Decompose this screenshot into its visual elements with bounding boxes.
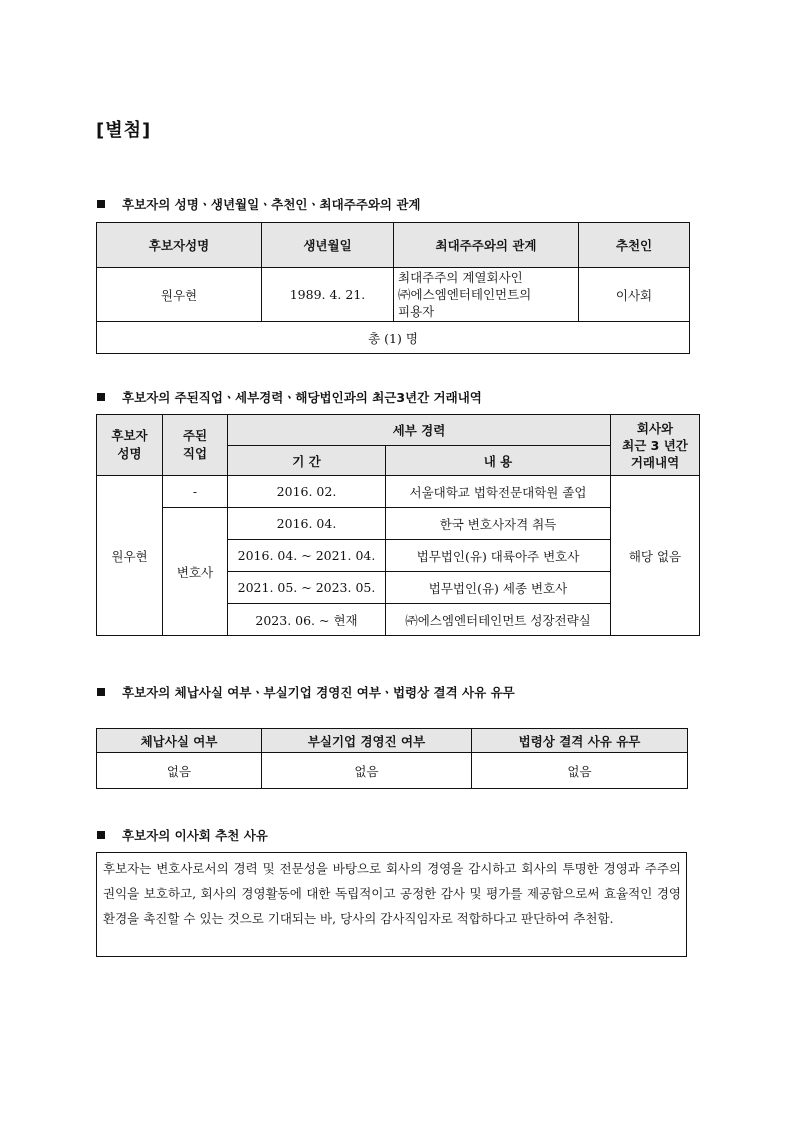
- header-transactions: 회사와 최근 3 년간 거래내역: [611, 415, 700, 476]
- career-content: 서울대학교 법학전문대학원 졸업: [386, 476, 611, 508]
- header-career: 세부 경력: [228, 415, 611, 446]
- relation-line: 피용자: [398, 304, 435, 319]
- cell-insolvent-executive: 없음: [262, 753, 472, 789]
- career-period: 2023. 06. ~ 현재: [228, 604, 386, 636]
- career-table: [96, 414, 700, 636]
- section2-heading-text: 후보자의 주된직업ㆍ세부경력ㆍ해당법인과의 최근3년간 거래내역: [122, 390, 482, 405]
- cell-candidate-name: 원우현: [97, 476, 163, 636]
- candidate-info-table: [96, 222, 690, 354]
- col-header-recommender: 추천인: [579, 223, 690, 268]
- col-header-birth: 생년월일: [262, 223, 394, 268]
- section1-heading-text: 후보자의 성명ㆍ생년월일ㆍ추천인ㆍ최대주주와의 관계: [122, 197, 421, 212]
- header-tax-arrears: 체납사실 여부: [97, 729, 262, 753]
- cell-main-job: 변호사: [163, 508, 228, 636]
- cell-legal-disqualification: 없음: [472, 753, 688, 789]
- career-period: 2016. 04.: [228, 508, 386, 540]
- header-insolvent-executive: 부실기업 경영진 여부: [262, 729, 472, 753]
- bullet-square-icon: [97, 200, 105, 208]
- career-period: 2016. 04. ~ 2021. 04.: [228, 540, 386, 572]
- cell-name: 원우현: [97, 268, 262, 322]
- career-period: 2021. 05. ~ 2023. 05.: [228, 572, 386, 604]
- header-candidate-name: 후보자 성명: [97, 415, 163, 476]
- career-period: 2016. 02.: [228, 476, 386, 508]
- total-count: 총 (1) 명: [97, 322, 690, 354]
- cell-relation: [394, 268, 579, 322]
- header-period: 기 간: [228, 446, 386, 476]
- section4-heading: [97, 826, 268, 844]
- cell-recommender: 이사회: [579, 268, 690, 322]
- col-header-name: 후보자성명: [97, 223, 262, 268]
- relation-line: 최대주주의 계열회사인: [398, 270, 523, 285]
- career-content: 한국 변호사자격 취득: [386, 508, 611, 540]
- recommendation-reason: 후보자는 변호사로서의 경력 및 전문성을 바탕으로 회사의 경영을 감시하고 회사의 투명한 경영과 주주의 권익을 보호하고, 회사의 경영활동에 대한 독립적이고 공정한 감사 및 평가를 제공함으로써 효율적인 경영 환경을 촉진할 수 있는 것으로 기대되는 바, 당사의 감사직임자로 적합하다고 판단하여 추천함.: [96, 852, 687, 957]
- bullet-square-icon: [97, 393, 105, 401]
- career-content: ㈜에스엠엔터테인먼트 성장전략실: [386, 604, 611, 636]
- col-header-relation: 최대주주와의 관계: [394, 223, 579, 268]
- career-content: 법무법인(유) 대륙아주 변호사: [386, 540, 611, 572]
- header-main-job: 주된 직업: [163, 415, 228, 476]
- attachment-title: [별첨]: [96, 120, 152, 141]
- bullet-square-icon: [97, 688, 105, 696]
- cell-tax-arrears: 없음: [97, 753, 262, 789]
- cell-first-job: -: [163, 476, 228, 508]
- cell-transactions: 해당 없음: [611, 476, 700, 636]
- section1-heading: [97, 195, 421, 213]
- section3-heading: [97, 683, 515, 701]
- section4-heading-text: 후보자의 이사회 추천 사유: [122, 828, 268, 843]
- career-content: 법무법인(유) 세종 변호사: [386, 572, 611, 604]
- bullet-square-icon: [97, 831, 105, 839]
- section2-heading: [97, 388, 482, 406]
- disqualification-table: [96, 728, 688, 789]
- cell-birth: 1989. 4. 21.: [262, 268, 394, 322]
- header-legal-disqualification: 법령상 결격 사유 유무: [472, 729, 688, 753]
- section3-heading-text: 후보자의 체납사실 여부ㆍ부실기업 경영진 여부ㆍ법령상 결격 사유 유무: [122, 685, 515, 700]
- relation-line: ㈜에스엠엔터테인먼트의: [398, 287, 532, 302]
- header-content: 내 용: [386, 446, 611, 476]
